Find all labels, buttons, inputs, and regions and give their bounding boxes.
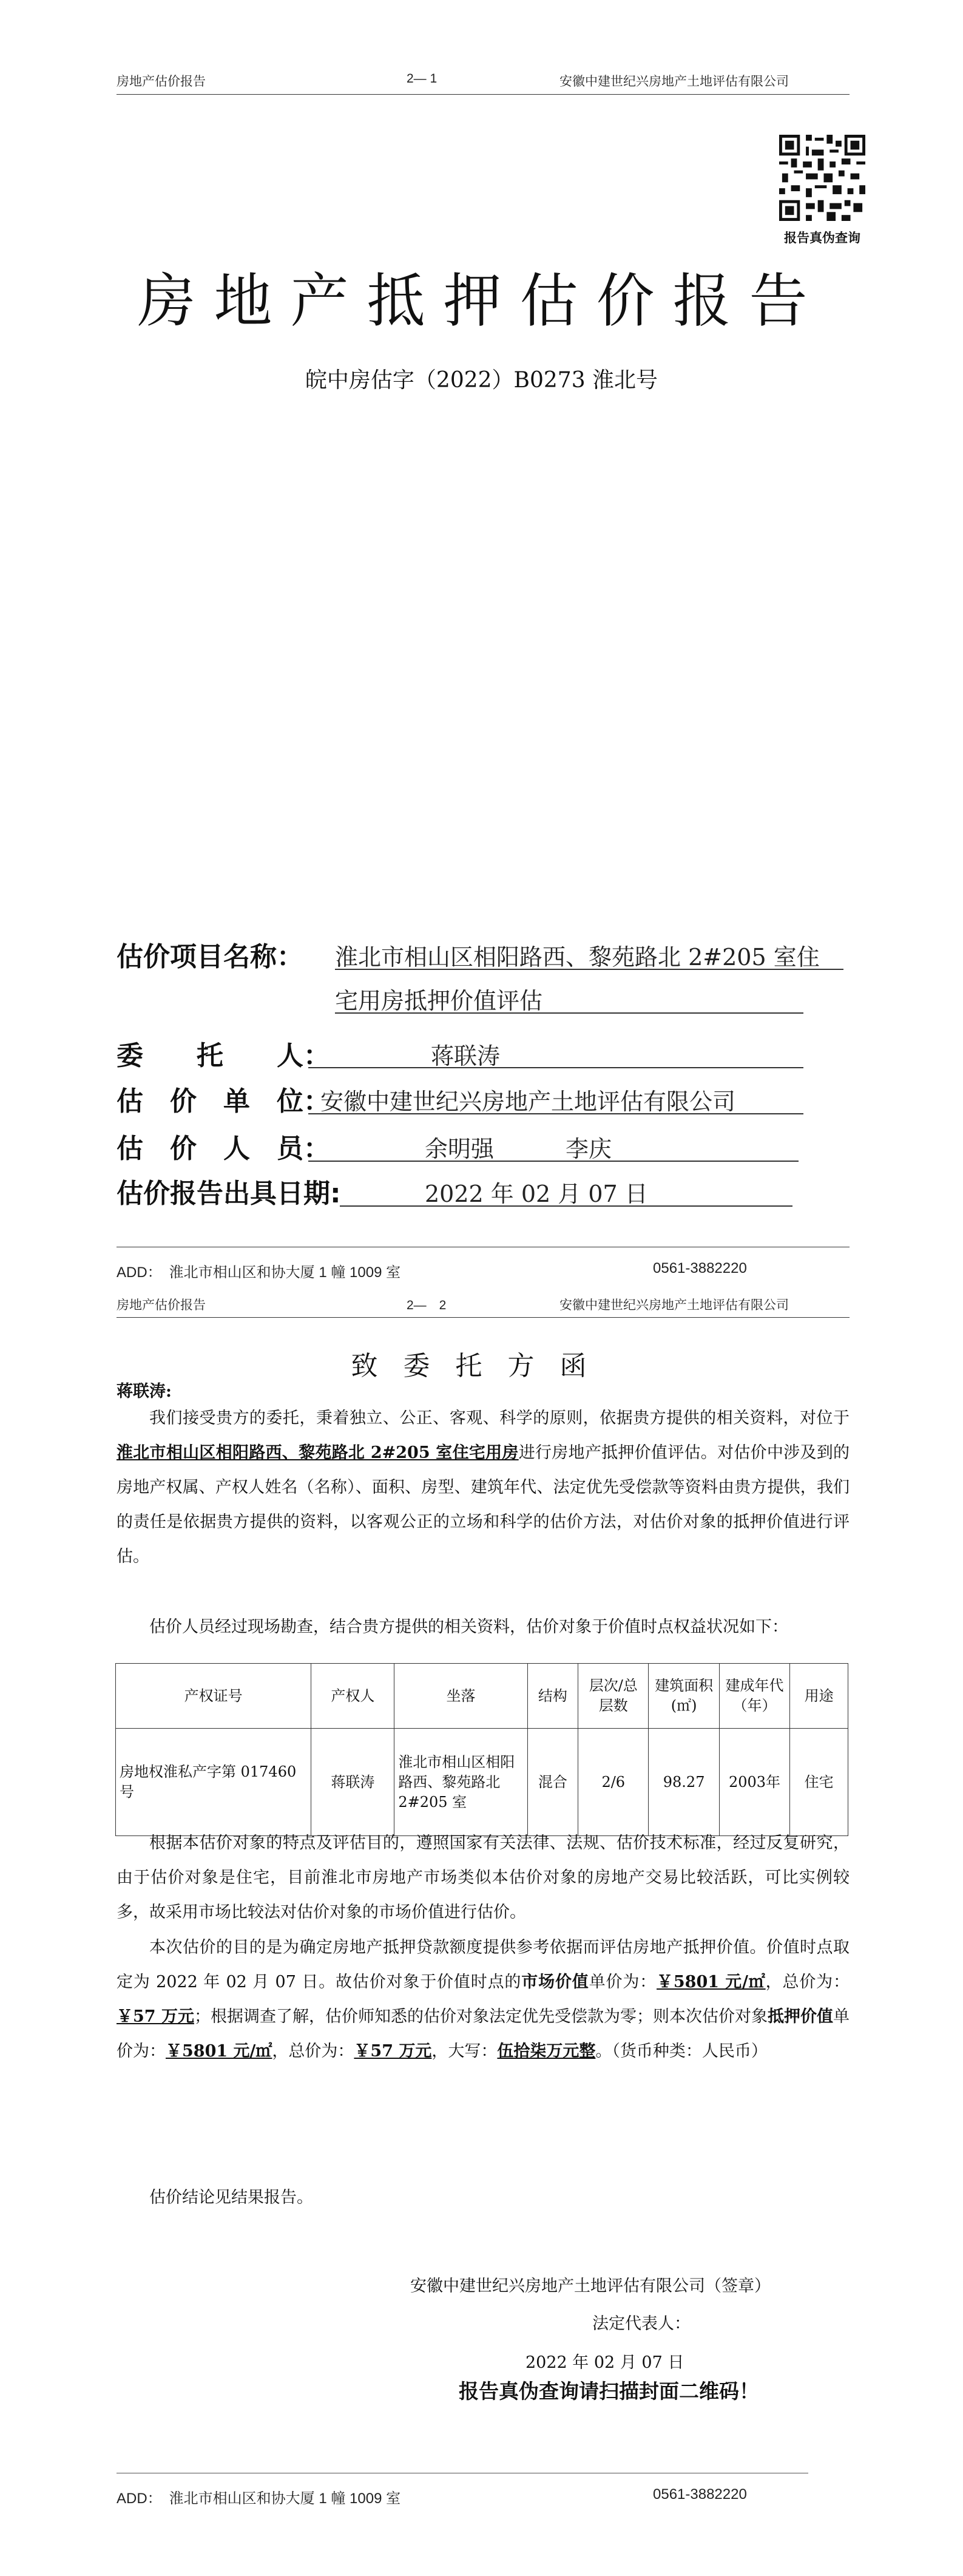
report-title: 房地产抵押估价报告 (137, 267, 826, 335)
th-owner: 产权人 (311, 1664, 394, 1729)
letter-paragraph-5: 估价结论见结果报告。 (149, 2188, 313, 2207)
page2-header-company: 安徽中建世纪兴房地产土地评估有限公司 (559, 1298, 789, 1312)
report-date-label: 估价报告出具日期: (117, 1178, 341, 1209)
appraiser-1-name: 余明强 (425, 1136, 495, 1162)
td-usage: 住宅 (790, 1729, 848, 1836)
verify-notice: 报告真伪查询请扫描封面二维码！ (459, 2379, 759, 2403)
report-date-underline (340, 1205, 792, 1207)
qr-caption: 报告真伪查询 (784, 231, 860, 245)
page2-footer-address: ADD： 淮北市相山区和协大厦 1 幢 1009 室 (117, 2490, 401, 2507)
td-structure: 混合 (527, 1729, 578, 1836)
letter-paragraph-3: 根据本估价对象的特点及评估目的，遵照国家有关法律、法规、估价技术标准，经过反复研究，由于估价对象是住宅，目前淮北市房地产市场类似本估价对象的房地产交易比较活跃，可比实例较多，故采用市场比较法对估价对象的市场价值进行估价。 (117, 1834, 850, 1922)
letter-salutation: 蒋联涛: (117, 1382, 172, 1401)
project-name-label: 估价项目名称： (117, 941, 303, 972)
market-total-price: ￥57 万元 (117, 2007, 194, 2026)
td-owner: 蒋联涛 (311, 1729, 394, 1836)
letter-title: 致委托方函 (351, 1351, 612, 1381)
td-location: 淮北市相山区相阳路西、黎苑路北 2#205 室 (394, 1729, 527, 1836)
client-label: 委 托 人： (117, 1040, 330, 1071)
signature-legal-rep: 法定代表人： (592, 2314, 691, 2333)
appraiser-unit-underline (308, 1113, 803, 1114)
project-name-value-line2: 宅用房抵押价值评估 (335, 988, 543, 1014)
td-floor: 2/6 (578, 1729, 649, 1836)
letter-paragraph-4: 本次估价的目的是为确定房地产抵押贷款额度提供参考依据而评估房地产抵押价值。价值时点取定为 2022 年 02 月 07 日。故估价对象于价值时点的市场价值单价为：￥5801 元/㎡，总价为：￥57 万元；根据调查了解，估价师知悉的估价对象法定优先受偿款为零；则本次估价对象抵押价值单价为：￥5801 元/㎡，总价为：￥57 万元，大写：伍拾柒万元整。（货币种类：人民币） (117, 1938, 850, 2061)
th-floor: 层次/总层数 (578, 1664, 649, 1729)
appraiser-unit-value: 安徽中建世纪兴房地产土地评估有限公司 (320, 1088, 736, 1115)
th-cert-no: 产权证号 (116, 1664, 311, 1729)
page2-header-rule (117, 1317, 850, 1318)
page1-header-rule (117, 94, 850, 95)
td-year: 2003年 (719, 1729, 789, 1836)
page1-header-page-number: 2— 1 (407, 72, 438, 86)
property-info-table (115, 1663, 848, 1836)
th-year: 建成年代（年） (719, 1664, 789, 1729)
client-value: 蒋联涛 (431, 1043, 501, 1069)
mortgage-total-price: ￥57 万元 (354, 2042, 432, 2061)
page1-footer-address: ADD： 淮北市相山区和协大厦 1 幢 1009 室 (117, 1264, 401, 1281)
table-row (116, 1729, 848, 1836)
page2-header-page-number: 2— 2 (407, 1298, 447, 1312)
appraiser-2-name: 李庆 (566, 1136, 612, 1162)
appraiser-unit-label: 估 价 单 位： (117, 1086, 330, 1117)
letter-paragraph-1: 我们接受贵方的委托，秉着独立、公正、客观、科学的原则，依据贵方提供的相关资料，对位于淮北市相山区相阳路西、黎苑路北 2#205 室住宅用房进行房地产抵押价值评估。对估价中涉及到的房地产权属、产权人姓名（名称）、面积、房型、建筑年代、法定优先受偿款等资料由贵方提供，我们的责任是依据贵方提供的资料，以客观公正的立场和科学的估价方法，对估价对象的抵押价值进行评估。 (117, 1409, 850, 1566)
letter-paragraph-2: 估价人员经过现场勘查，结合贵方提供的相关资料，估价对象于价值时点权益状况如下： (149, 1618, 788, 1636)
project-name-underline-1 (335, 969, 843, 970)
appraisers-label: 估 价 人 员： (117, 1133, 330, 1164)
market-unit-price: ￥5801 元/㎡ (657, 1973, 766, 1991)
project-name-underline-2 (335, 1012, 803, 1014)
th-structure: 结构 (527, 1664, 578, 1729)
qr-code-icon[interactable] (779, 135, 865, 221)
table-header-row (116, 1664, 848, 1729)
page1-header-company: 安徽中建世纪兴房地产土地评估有限公司 (559, 75, 789, 89)
page2-footer-phone: 0561-3882220 (653, 2486, 747, 2503)
signature-date: 2022 年 02 月 07 日 (525, 2353, 684, 2372)
th-area: 建筑面积(㎡) (649, 1664, 719, 1729)
page2-header-left: 房地产估价报告 (117, 1298, 206, 1312)
property-address: 淮北市相山区相阳路西、黎苑路北 2#205 室住宅用房 (117, 1443, 519, 1462)
th-usage: 用途 (790, 1664, 848, 1729)
signature-company: 安徽中建世纪兴房地产土地评估有限公司（签章） (410, 2277, 771, 2296)
appraisers-underline (308, 1161, 799, 1162)
report-date-value: 2022 年 02 月 07 日 (425, 1181, 648, 1207)
td-area: 98.27 (649, 1729, 719, 1836)
th-location: 坐落 (394, 1664, 527, 1729)
page1-header-left: 房地产估价报告 (117, 75, 206, 89)
report-number: 皖中房估字（2022）B0273 淮北号 (305, 368, 658, 393)
page1-footer-phone: 0561-3882220 (653, 1260, 747, 1276)
project-name-value-line1: 淮北市相山区相阳路西、黎苑路北 2#205 室住 (335, 944, 820, 971)
client-underline (308, 1067, 803, 1068)
mortgage-unit-price: ￥5801 元/㎡ (166, 2042, 272, 2061)
td-cert-no: 房地权淮私产字第 017460 号 (116, 1729, 311, 1836)
mortgage-total-in-words: 伍拾柒万元整 (497, 2042, 596, 2061)
